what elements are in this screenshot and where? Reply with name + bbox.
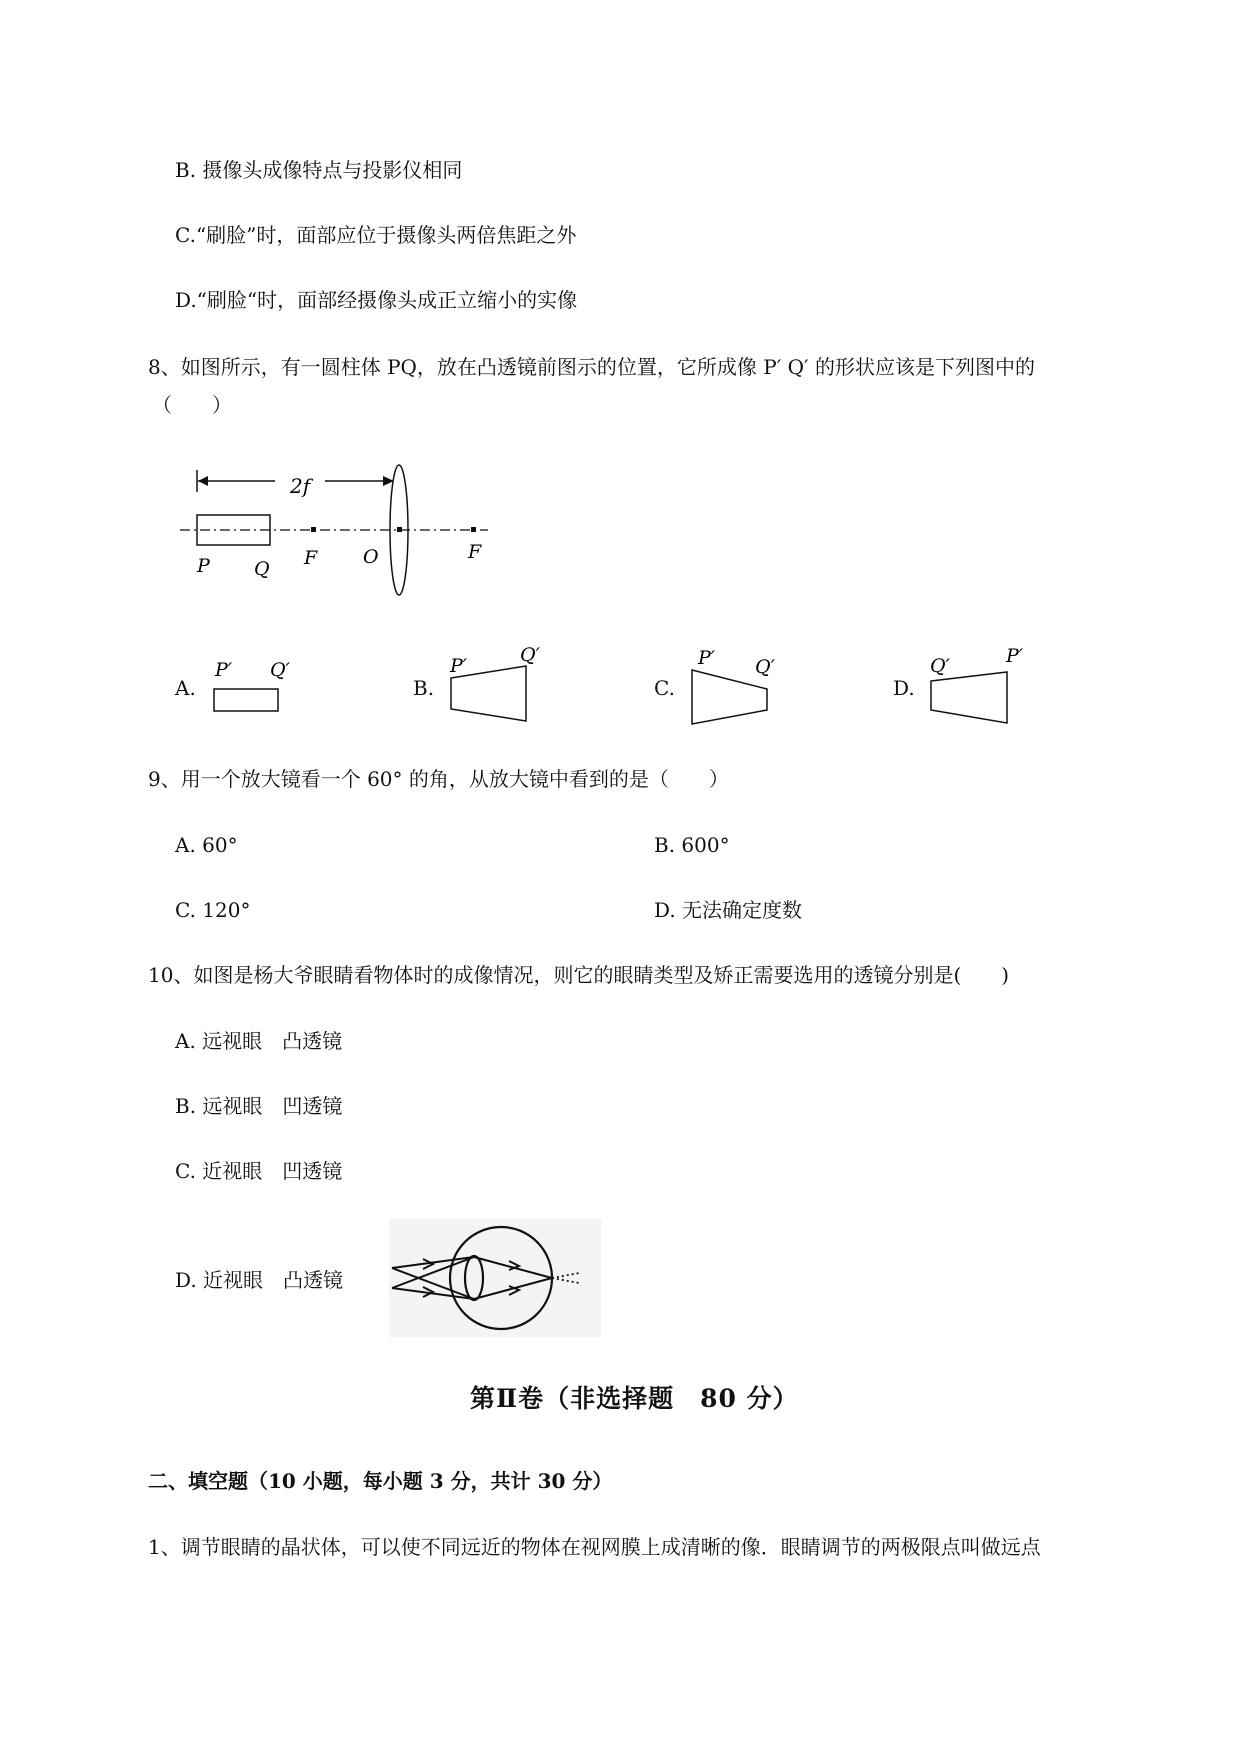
option-c-left-label: P′: [698, 647, 716, 669]
option-b-left-label: P′: [450, 655, 468, 677]
q8-option-a-figure: [205, 650, 305, 715]
label-p: P: [197, 555, 210, 577]
label-o: O: [363, 546, 379, 568]
q8-option-c-figure: [685, 640, 795, 735]
part2-title: 第Ⅱ卷（非选择题 80 分）: [470, 1384, 799, 1413]
q10-option-a: A. 远视眼 凸透镜: [175, 1029, 343, 1053]
fill-q1-text: 1、调节眼睛的晶状体，可以使不同远近的物体在视网膜上成清晰的像．眼睛调节的两极限点叫做远点: [148, 1535, 1041, 1559]
q9-option-a: A. 60°: [175, 833, 238, 857]
label-2f: 2f: [290, 474, 311, 498]
q10-option-c: C. 近视眼 凹透镜: [175, 1159, 343, 1183]
q9-option-c: C. 120°: [175, 898, 251, 922]
option-b-right-label: Q′: [520, 645, 540, 666]
section-fill-in-blank: 二、填空题（10 小题，每小题 3 分，共计 30 分）: [148, 1469, 613, 1493]
q8-lens-figure: [170, 460, 500, 605]
q9-stem: 9、用一个放大镜看一个 60° 的角，从放大镜中看到的是（ ）: [148, 767, 729, 791]
option-c-right-label: Q′: [755, 656, 775, 678]
option-d-left-label: Q′: [930, 655, 950, 677]
option-a-left-label: P′: [215, 659, 233, 681]
q8-option-c-letter: C.: [654, 676, 675, 700]
label-f1: F: [304, 547, 318, 569]
q7-option-c: C.“刷脸”时，面部应位于摄像头两倍焦距之外: [175, 223, 577, 247]
label-q: Q: [254, 558, 270, 580]
q8-paren: （ ）: [152, 393, 232, 417]
label-f2: F: [468, 541, 482, 563]
q8-stem: 8、如图所示，有一圆柱体 PQ，放在凸透镜前图示的位置，它所成像 P′ Q′ 的形状应该是下列图中的: [148, 355, 1035, 379]
q9-option-d: D. 无法确定度数: [654, 898, 803, 922]
q7-option-b: B. 摄像头成像特点与投影仪相同: [175, 158, 463, 182]
option-d-right-label: P′: [1006, 645, 1024, 667]
q8-option-d-letter: D.: [893, 676, 915, 700]
q8-option-b-letter: B.: [413, 676, 435, 700]
option-a-right-label: Q′: [270, 659, 290, 681]
q7-option-d: D.“刷脸“时，面部经摄像头成正立缩小的实像: [175, 288, 578, 312]
q8-option-d-figure: [925, 640, 1035, 730]
q10-option-d: D. 近视眼 凸透镜: [175, 1268, 344, 1292]
eye-diagram: [389, 1219, 601, 1337]
q9-option-b: B. 600°: [654, 833, 730, 857]
q8-option-a-letter: A.: [175, 676, 196, 700]
q10-stem: 10、如图是杨大爷眼睛看物体时的成像情况，则它的眼睛类型及矫正需要选用的透镜分别是( ): [148, 963, 1010, 987]
q10-option-b: B. 远视眼 凹透镜: [175, 1094, 343, 1118]
q8-option-b-figure: [445, 645, 545, 730]
